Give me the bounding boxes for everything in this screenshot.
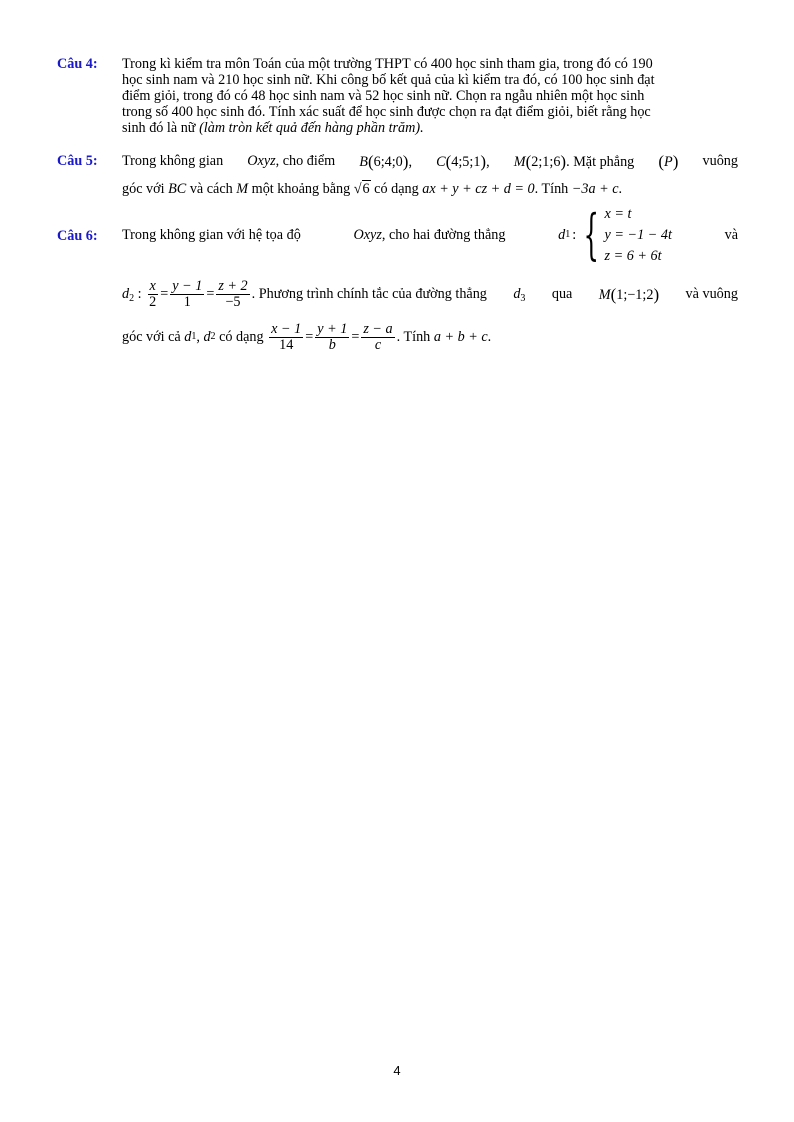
fraction: $\frac{z + 2}{-5}$: [218, 277, 248, 310]
question-4-label: Câu 4:: [57, 56, 98, 72]
q5-line-2: góc với BC và cách M một khoảng bằng √6 có dạng ax + y + cz + d = 0. Tính −3a + c.: [122, 181, 623, 197]
q4-line-3: điểm giỏi, trong đó có 48 học sinh nam và 52 học sinh nữ. Chọn ra ngẫu nhiên một học sinh: [122, 88, 645, 104]
question-6-body: [122, 202, 738, 357]
q6-line-1: Trong không gian với hệ tọa độ Oxyz, cho hai đường thẳng d 1 : { x = t y = −1 − 4t z = 6 + 6t và: [122, 203, 738, 266]
fraction: $\frac{z - a}{c}$: [363, 320, 393, 353]
fraction: $\frac{x - 1}{14}$: [271, 320, 302, 353]
question-6-label: Câu 6:: [57, 228, 98, 244]
page-number: 4: [393, 1063, 401, 1078]
question-6: [57, 202, 738, 352]
question-5: [57, 151, 738, 201]
q4-line-5: sinh đó là nữ (làm tròn kết quả đến hàng phần trăm).: [122, 120, 424, 136]
q4-line-4: trong số 400 học sinh đó. Tính xác suất để học sinh được chọn ra đạt điểm giỏi, biết rằng học: [122, 104, 651, 120]
q6-line-3: góc với cả d 1 , d 2 có dạng $\frac{x - 1}{14}$ = $\frac{y + 1}{b}$ = $\frac{z - a}{c}$ . Tính a + b + c .: [122, 320, 492, 353]
question-4-body: [122, 56, 738, 136]
left-brace-icon: {: [583, 203, 600, 266]
question-5-label: Câu 5:: [57, 153, 98, 169]
q5-line-1: Trong không gian Oxyz, cho điểm B(6;4;0), C(4;5;1), M(2;1;6). Mặt phẳng (P) vuông: [122, 152, 738, 171]
fraction: $\frac{x}{2}$: [149, 277, 157, 310]
question-5-body: [122, 151, 738, 199]
d1-system: d 1 : { x = t y = −1 − 4t z = 6 + 6t: [558, 203, 672, 266]
fraction: $\frac{y + 1}{b}$: [317, 320, 348, 353]
q4-rounding-note: (làm tròn kết quả đến hàng phần trăm).: [199, 120, 424, 136]
q4-line-2: học sinh nam và 210 học sinh nữ. Khi công bố kết quả của kì kiểm tra đó, có 100 học sinh đạt: [122, 72, 655, 88]
q4-line-1: Trong kì kiểm tra môn Toán của một trường THPT có 400 học sinh tham gia, trong đó có 190: [122, 56, 653, 72]
q6-line-2: $d_2$ : $\frac{x}{2}$ = $\frac{y - 1}{1}$ = $\frac{z + 2}{-5}$ . Phương trình chính tắc của đường thẳng $d_3$ qua M(1;−1;2) và vuông: [122, 277, 738, 310]
question-4: [57, 56, 738, 148]
fraction: $\frac{y - 1}{1}$: [172, 277, 203, 310]
